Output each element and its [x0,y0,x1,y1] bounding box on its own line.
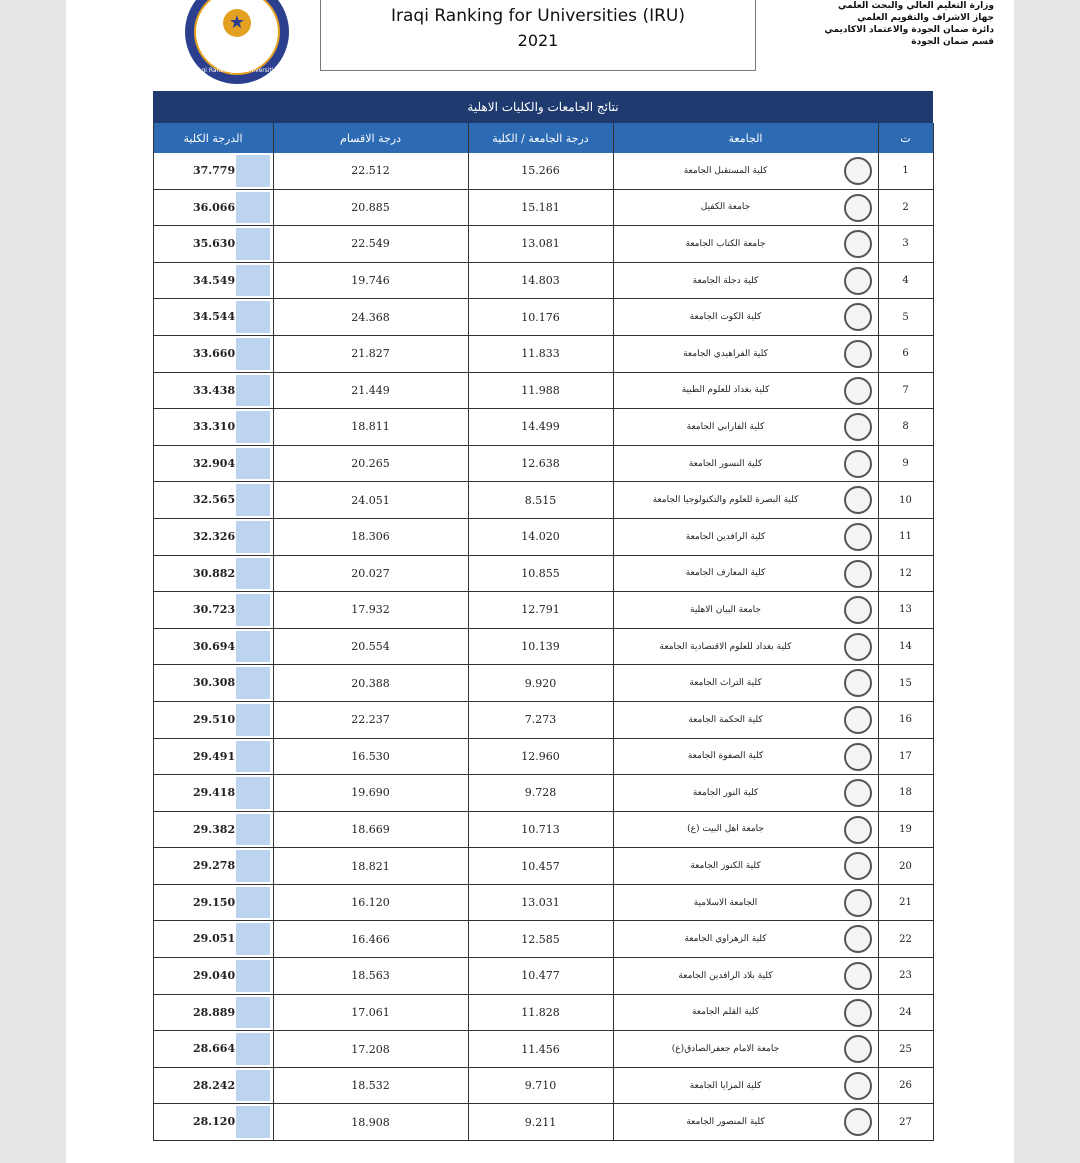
table-row [153,445,933,482]
rank-number: 14 [878,628,933,665]
total-highlight [236,155,270,187]
col-total-header: الدرجة الكلية [153,123,273,153]
university-logo-cell [838,372,878,409]
rank-number: 21 [878,884,933,921]
university-logo-cell [838,1031,878,1068]
university-name: جامعة الكتاب الجامعة [613,226,838,263]
total-highlight [236,411,270,443]
university-name: كلية الفراهيدي الجامعة [613,335,838,372]
document-page [66,0,1014,1163]
university-logo-icon [844,999,872,1027]
total-highlight [236,741,270,773]
university-score: 9.920 [468,665,613,702]
table-border-left [153,123,154,1141]
table-divider [613,123,614,1141]
rank-number: 16 [878,701,933,738]
total-cell [153,335,273,372]
col-university-header: الجامعة [613,123,878,153]
results-banner: نتائج الجامعات والكليات الاهلية [153,91,933,123]
university-score: 15.266 [468,153,613,189]
university-name: جامعة اهل البيت (ع) [613,811,838,848]
rank-number: 2 [878,189,933,226]
departments-score: 20.554 [273,628,468,665]
table-row [153,628,933,665]
total-cell [153,1067,273,1104]
total-highlight [236,1070,270,1102]
rank-number: 15 [878,665,933,702]
rank-number: 8 [878,409,933,446]
university-score: 9.728 [468,775,613,812]
total-score: 29.051 [193,932,236,946]
university-logo-cell [838,958,878,995]
university-score: 11.456 [468,1031,613,1068]
university-logo-cell [838,226,878,263]
total-highlight [236,631,270,663]
university-name: كلية النور الجامعة [613,775,838,812]
university-name: كلية الكوت الجامعة [613,299,838,336]
university-score: 13.081 [468,226,613,263]
departments-score: 16.466 [273,921,468,958]
rank-number: 6 [878,335,933,372]
university-logo-icon [844,596,872,624]
university-logo-cell [838,153,878,189]
total-cell [153,372,273,409]
total-highlight [236,228,270,260]
rank-number: 25 [878,1031,933,1068]
total-score: 28.120 [193,1115,236,1129]
university-name: جامعة الكفيل [613,189,838,226]
university-logo-icon [844,925,872,953]
table-row [153,592,933,629]
university-logo-icon [844,852,872,880]
university-logo-icon [844,816,872,844]
university-logo-cell [838,592,878,629]
university-logo-cell [838,262,878,299]
university-score: 10.855 [468,555,613,592]
university-name: كلية الفارابي الجامعة [613,409,838,446]
total-highlight [236,850,270,882]
university-logo-cell [838,775,878,812]
departments-score: 18.532 [273,1067,468,1104]
university-logo-icon [844,413,872,441]
total-cell [153,848,273,885]
total-score: 33.438 [193,383,236,397]
university-logo-icon [844,230,872,258]
total-highlight [236,997,270,1029]
university-logo-icon [844,633,872,661]
total-highlight [236,594,270,626]
departments-score: 16.530 [273,738,468,775]
university-logo-icon [844,560,872,588]
rank-number: 5 [878,299,933,336]
university-logo-icon [844,1108,872,1136]
departments-score: 17.208 [273,1031,468,1068]
total-cell [153,994,273,1031]
university-logo-cell [838,701,878,738]
table-row [153,153,933,189]
total-score: 29.510 [193,712,236,726]
total-cell [153,665,273,702]
table-row [153,1031,933,1068]
total-cell [153,409,273,446]
table-divider [878,123,879,1141]
departments-score: 18.563 [273,958,468,995]
university-name: كلية المنصور الجامعة [613,1104,838,1141]
departments-score: 22.549 [273,226,468,263]
col-departments-header: درجة الاقسام [273,123,468,153]
university-logo-icon [844,1072,872,1100]
table-divider [273,123,274,1141]
total-score: 33.310 [193,420,236,434]
departments-score: 18.669 [273,811,468,848]
total-cell [153,189,273,226]
total-cell [153,738,273,775]
rank-number: 7 [878,372,933,409]
table-row [153,701,933,738]
departments-score: 18.306 [273,518,468,555]
total-highlight [236,814,270,846]
university-score: 14.803 [468,262,613,299]
total-score: 29.491 [193,749,236,763]
total-highlight [236,887,270,919]
university-logo-cell [838,518,878,555]
total-score: 34.544 [193,310,236,324]
table-row [153,811,933,848]
table-row [153,884,933,921]
university-logo-icon [844,377,872,405]
departments-score: 24.368 [273,299,468,336]
total-highlight [236,192,270,224]
ministry-line: جهاز الاشراف والتقويم العلمي [857,13,994,23]
departments-score: 22.512 [273,153,468,189]
university-score: 14.499 [468,409,613,446]
page-year: 2021 [517,31,559,50]
total-score: 28.889 [193,1005,236,1019]
departments-score: 17.932 [273,592,468,629]
departments-score: 20.027 [273,555,468,592]
total-score: 29.418 [193,786,236,800]
university-logo-cell [838,335,878,372]
university-logo-icon [844,340,872,368]
university-score: 12.960 [468,738,613,775]
university-name: كلية الزهراوي الجامعة [613,921,838,958]
table-row [153,518,933,555]
departments-score: 21.827 [273,335,468,372]
departments-score: 18.908 [273,1104,468,1141]
total-score: 30.882 [193,566,236,580]
university-logo-icon [844,779,872,807]
university-score: 9.710 [468,1067,613,1104]
total-cell [153,775,273,812]
university-logo-cell [838,409,878,446]
university-logo-icon [844,486,872,514]
university-name: كلية بغداد للعلوم الطبية [613,372,838,409]
table-row [153,409,933,446]
university-score: 13.031 [468,884,613,921]
table-row [153,482,933,519]
rank-number: 19 [878,811,933,848]
university-score: 10.457 [468,848,613,885]
total-score: 29.040 [193,969,236,983]
university-logo-cell [838,482,878,519]
total-highlight [236,301,270,333]
total-highlight [236,923,270,955]
logo-emblem [194,0,280,75]
table-row [153,335,933,372]
table-border-right [933,123,934,1141]
rank-number: 9 [878,445,933,482]
total-score: 29.150 [193,895,236,909]
total-highlight [236,375,270,407]
university-name: جامعة البيان الاهلية [613,592,838,629]
university-logo-icon [844,450,872,478]
ministry-block [804,0,994,48]
total-cell [153,445,273,482]
university-logo-icon [844,267,872,295]
iru-logo [185,0,289,84]
university-logo-cell [838,1104,878,1141]
university-name: كلية البصرة للعلوم والتكنولوجيا الجامعة [613,482,838,519]
departments-score: 24.051 [273,482,468,519]
table-row [153,775,933,812]
ministry-line: قسم ضمان الجودة [911,37,994,47]
university-name: كلية المستقبل الجامعة [613,153,838,189]
university-logo-cell [838,1067,878,1104]
rank-number: 12 [878,555,933,592]
page-title: Iraqi Ranking for Universities (IRU) [391,6,685,26]
university-score: 12.638 [468,445,613,482]
university-score: 15.181 [468,189,613,226]
departments-score: 18.811 [273,409,468,446]
total-cell [153,811,273,848]
total-cell [153,701,273,738]
departments-score: 20.388 [273,665,468,702]
rank-number: 3 [878,226,933,263]
university-logo-cell [838,555,878,592]
departments-score: 20.265 [273,445,468,482]
total-cell [153,1104,273,1141]
results-table [153,123,933,1141]
table-row [153,921,933,958]
departments-score: 18.821 [273,848,468,885]
total-cell [153,555,273,592]
total-score: 37.779 [193,164,236,177]
total-highlight [236,484,270,516]
university-name: كلية الحكمة الجامعة [613,701,838,738]
university-score: 12.585 [468,921,613,958]
total-score: 36.066 [193,200,236,214]
university-score: 11.833 [468,335,613,372]
university-logo-cell [838,921,878,958]
table-row [153,262,933,299]
rank-number: 27 [878,1104,933,1141]
university-name: كلية النسور الجامعة [613,445,838,482]
rank-number: 1 [878,153,933,189]
table-row [153,738,933,775]
table-row [153,1067,933,1104]
university-name: كلية التراث الجامعة [613,665,838,702]
rank-number: 4 [878,262,933,299]
university-logo-icon [844,706,872,734]
total-score: 33.660 [193,346,236,360]
total-score: 28.242 [193,1078,236,1092]
col-university-score-header: درجة الجامعة / الكلية [468,123,613,153]
departments-score: 17.061 [273,994,468,1031]
total-highlight [236,448,270,480]
table-row [153,372,933,409]
university-logo-cell [838,189,878,226]
university-logo-cell [838,738,878,775]
university-score: 8.515 [468,482,613,519]
university-score: 14.020 [468,518,613,555]
total-cell [153,628,273,665]
university-logo-cell [838,665,878,702]
table-row [153,226,933,263]
table-row [153,665,933,702]
university-logo-cell [838,848,878,885]
total-highlight [236,777,270,809]
total-score: 35.630 [193,237,236,251]
total-cell [153,884,273,921]
table-row [153,555,933,592]
university-name: كلية بلاد الرافدين الجامعة [613,958,838,995]
rank-number: 26 [878,1067,933,1104]
total-score: 29.278 [193,859,236,873]
departments-score: 16.120 [273,884,468,921]
university-score: 10.139 [468,628,613,665]
departments-score: 19.690 [273,775,468,812]
total-cell [153,262,273,299]
rank-number: 10 [878,482,933,519]
total-highlight [236,338,270,370]
table-row [153,958,933,995]
departments-score: 19.746 [273,262,468,299]
university-logo-cell [838,445,878,482]
rank-number: 17 [878,738,933,775]
table-row [153,299,933,336]
university-logo-icon [844,669,872,697]
total-cell [153,1031,273,1068]
header-box [320,0,756,71]
rank-number: 18 [878,775,933,812]
total-highlight [236,704,270,736]
departments-score: 20.885 [273,189,468,226]
rank-number: 22 [878,921,933,958]
university-logo-icon [844,523,872,551]
total-score: 30.308 [193,676,236,690]
total-highlight [236,558,270,590]
university-score: 12.791 [468,592,613,629]
total-score: 28.664 [193,1042,236,1056]
total-score: 30.723 [193,603,236,617]
university-name: كلية المزايا الجامعة [613,1067,838,1104]
table-row [153,994,933,1031]
total-highlight [236,1106,270,1138]
rank-number: 23 [878,958,933,995]
rank-number: 13 [878,592,933,629]
table-row [153,1104,933,1141]
university-logo-cell [838,994,878,1031]
university-name: كلية الكنوز الجامعة [613,848,838,885]
university-logo-icon [844,303,872,331]
university-logo-icon [844,962,872,990]
rank-number: 24 [878,994,933,1031]
total-highlight [236,1033,270,1065]
total-highlight [236,521,270,553]
total-score: 29.382 [193,822,236,836]
total-cell [153,299,273,336]
ministry-line: دائرة ضمان الجودة والاعتماد الاكاديمي [824,25,994,35]
university-score: 10.477 [468,958,613,995]
rank-number: 20 [878,848,933,885]
total-cell [153,958,273,995]
university-score: 11.828 [468,994,613,1031]
table-header-row [153,123,933,153]
university-name: كلية بغداد للعلوم الاقتصادية الجامعة [613,628,838,665]
university-name: كلية الرافدين الجامعة [613,518,838,555]
university-score: 10.176 [468,299,613,336]
university-logo-cell [838,299,878,336]
total-highlight [236,960,270,992]
total-cell [153,518,273,555]
university-score: 10.713 [468,811,613,848]
university-logo-icon [844,194,872,222]
university-name: كلية دجلة الجامعة [613,262,838,299]
total-cell [153,482,273,519]
table-row [153,189,933,226]
col-rank-header: ت [878,123,933,153]
university-score: 7.273 [468,701,613,738]
university-logo-cell [838,628,878,665]
university-logo-icon [844,1035,872,1063]
departments-score: 21.449 [273,372,468,409]
total-score: 32.565 [193,493,236,507]
total-highlight [236,265,270,297]
university-logo-icon [844,889,872,917]
university-logo-icon [844,743,872,771]
university-name: كلية المعارف الجامعة [613,555,838,592]
total-cell [153,592,273,629]
total-score: 34.549 [193,273,236,287]
departments-score: 22.237 [273,701,468,738]
total-score: 32.326 [193,529,236,543]
university-logo-cell [838,884,878,921]
university-score: 9.211 [468,1104,613,1141]
table-row [153,848,933,885]
total-highlight [236,667,270,699]
university-logo-cell [838,811,878,848]
total-score: 32.904 [193,456,236,470]
star-icon: ★ [223,9,251,37]
university-logo-icon [844,157,872,185]
table-divider [468,123,469,1141]
university-name: كلية الصفوة الجامعة [613,738,838,775]
total-cell [153,226,273,263]
university-score: 11.988 [468,372,613,409]
university-name: كلية القلم الجامعة [613,994,838,1031]
total-score: 30.694 [193,639,236,653]
total-cell [153,153,273,189]
ministry-line: وزارة التعليم العالي والبحث العلمي [837,1,994,11]
university-name: جامعة الامام جعفرالصادق(ع) [613,1031,838,1068]
rank-number: 11 [878,518,933,555]
logo-text: Iraqi Ranking for Universities [193,67,281,74]
total-cell [153,921,273,958]
university-name: الجامعة الاسلامية [613,884,838,921]
